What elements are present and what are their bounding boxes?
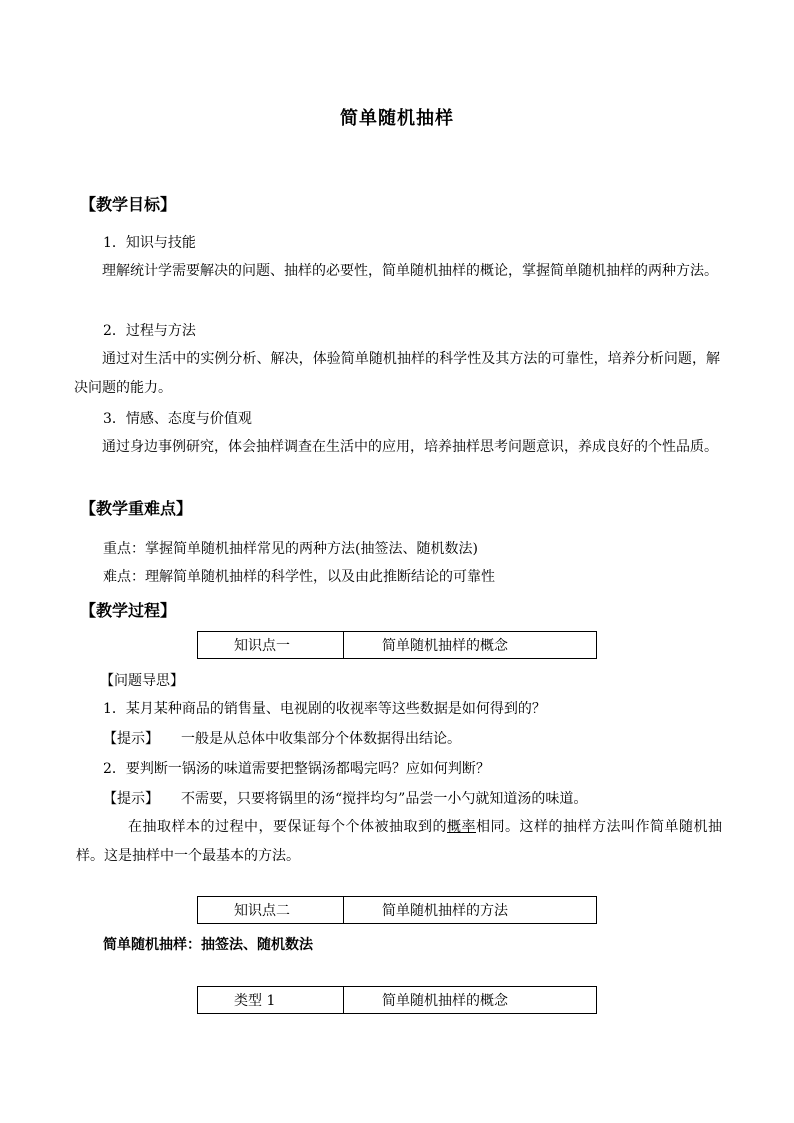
- type-1-box: [197, 986, 597, 1014]
- page-title: 简单随机抽样: [340, 108, 454, 129]
- type-1-label: 类型 1: [198, 987, 344, 1013]
- section-heading-goals: 【教学目标】: [80, 195, 177, 214]
- guide-question-1: 1．某月某种商品的销售量、电视剧的收视率等这些数据是如何得到的？: [103, 701, 546, 717]
- methods-line: 简单随机抽样：抽签法、随机数法: [103, 937, 313, 953]
- knowledge-point-2-box: [197, 896, 597, 924]
- goal-1-heading: 1．知识与技能: [103, 235, 196, 251]
- guide-hint-1: [103, 728, 461, 750]
- knowledge-point-1-title: 简单随机抽样的概念: [382, 638, 508, 654]
- section-heading-key-points: 【教学重难点】: [80, 499, 193, 518]
- goal-3-heading: 3．情感、态度与价值观: [103, 411, 252, 427]
- probability-term: 概率: [447, 819, 476, 835]
- knowledge-point-1-box: [197, 631, 597, 659]
- goal-2-text: 通过对生活中的实例分析、解决，体验简单随机抽样的科学性及其方法的可靠性，培养分析问题，解决问题的能力。: [74, 351, 720, 396]
- key-difficulty-text: 难点：理解简单随机抽样的科学性，以及由此推断结论的可靠性: [103, 569, 495, 585]
- definition-paragraph: 在抽取样本的过程中，要保证每个个体被抽取到的概率相同。这样的抽样方法叫作简单随机抽样。这是抽样中一个最基本的方法。: [76, 819, 722, 864]
- hint-1-text: 一般是从总体中收集部分个体数据得出结论。: [181, 731, 461, 747]
- knowledge-point-2-label: 知识点二: [198, 897, 344, 923]
- hint-2-text: 不需要，只要将锅里的汤“搅拌均匀”品尝一小勺就知道汤的味道。: [181, 791, 588, 807]
- goal-3-text: 通过身边事例研究，体会抽样调查在生活中的应用，培养抽样思考问题意识，养成良好的个性品质。: [102, 439, 718, 455]
- hint-2-label: 【提示】: [103, 791, 159, 807]
- section-heading-process: 【教学过程】: [80, 601, 177, 620]
- key-focus-text: 重点：掌握简单随机抽样常见的两种方法(抽签法、随机数法): [103, 541, 478, 557]
- hint-1-label: 【提示】: [103, 731, 159, 747]
- knowledge-point-2-title: 简单随机抽样的方法: [382, 903, 508, 919]
- guide-question-2: 2．要判断一锅汤的味道需要把整锅汤都喝完吗？应如何判断？: [103, 761, 490, 777]
- goal-1-text: 理解统计学需要解决的问题、抽样的必要性，简单随机抽样的概论，掌握简单随机抽样的两种方法。: [102, 263, 718, 279]
- knowledge-point-1-label: 知识点一: [198, 632, 344, 658]
- guide-heading: 【问题导思】: [100, 673, 184, 689]
- type-1-title: 简单随机抽样的概念: [382, 993, 508, 1009]
- goal-2-heading: 2．过程与方法: [103, 323, 196, 339]
- guide-hint-2: [103, 788, 587, 810]
